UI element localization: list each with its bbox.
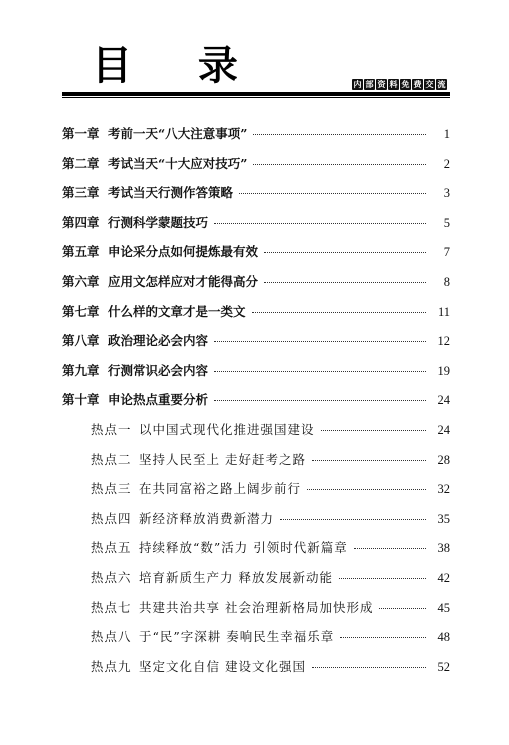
dot-leader	[252, 312, 426, 313]
hotspot-title: 以中国式现代化推进强国建设	[139, 421, 315, 437]
stamp-char: 料	[389, 79, 398, 89]
page-title: 目 录	[92, 42, 264, 89]
hotspot-number: 热点七	[91, 599, 132, 615]
chapter-number: 第二章	[62, 155, 100, 171]
toc-entry-chapter-7[interactable]	[62, 302, 450, 332]
chapter-title: 什么样的文章才是一类文	[108, 303, 246, 319]
hotspot-number: 热点二	[91, 451, 132, 467]
toc-entry-hotspot-9[interactable]	[62, 657, 450, 687]
page-number: 5	[443, 215, 450, 230]
chapter-number: 第一章	[62, 126, 100, 141]
toc-entry-hotspot-2[interactable]	[62, 450, 450, 480]
page-number: 1	[443, 127, 450, 141]
hotspot-number: 热点一	[91, 421, 132, 437]
toc-entry-hotspot-1[interactable]	[62, 420, 450, 450]
hotspot-title: 新经济释放消费新潜力	[139, 510, 275, 526]
toc-entry-hotspot-3[interactable]	[62, 479, 450, 509]
toc-entry-chapter-5[interactable]	[62, 242, 450, 272]
hotspot-number: 热点八	[91, 629, 132, 645]
chapter-title: 申论热点重要分析	[108, 392, 209, 408]
stamp-char: 资	[377, 79, 386, 89]
chapter-title: 申论采分点如何提炼最有效	[108, 244, 259, 260]
page-number: 52	[437, 659, 450, 674]
dot-leader	[321, 430, 426, 431]
chapter-title: 行测科学蒙题技巧	[108, 214, 209, 230]
hotspot-title: 坚持人民至上 走好赶考之路	[139, 451, 306, 467]
page-number: 24	[437, 393, 450, 408]
dot-leader	[312, 460, 426, 461]
hotspot-number: 热点四	[91, 510, 132, 526]
page-number: 3	[443, 186, 450, 201]
dot-leader	[214, 223, 426, 224]
hotspot-title: 培育新质生产力 释放发展新动能	[139, 569, 333, 585]
dot-leader	[379, 608, 426, 609]
chapter-number: 第九章	[62, 362, 100, 378]
page-number: 45	[437, 600, 450, 615]
stamp-char: 流	[437, 79, 446, 89]
stamp-char: 费	[413, 79, 422, 89]
dot-leader	[307, 489, 426, 490]
dot-leader	[214, 400, 426, 401]
chapter-number: 第四章	[62, 214, 100, 230]
page-number: 28	[437, 452, 450, 467]
dot-leader	[354, 548, 426, 549]
hotspot-title: 坚定文化自信 建设文化强国	[139, 658, 306, 674]
page-number: 19	[437, 363, 450, 378]
table-of-contents	[62, 124, 450, 686]
hotspot-title: 在共同富裕之路上阔步前行	[139, 481, 302, 497]
hotspot-number: 热点三	[91, 481, 132, 497]
stamp-char: 交	[425, 79, 434, 89]
toc-entry-chapter-6[interactable]	[62, 272, 450, 302]
page-number: 48	[437, 630, 450, 645]
toc-entry-hotspot-4[interactable]	[62, 509, 450, 539]
toc-entry-hotspot-6[interactable]	[62, 568, 450, 598]
chapter-title: 考试当天行测作答策略	[108, 185, 234, 201]
header-rule-thin	[62, 97, 450, 98]
chapter-number: 第三章	[62, 185, 100, 201]
page-number: 35	[437, 511, 450, 526]
chapter-number: 第六章	[62, 273, 100, 289]
stamp-char: 部	[365, 79, 374, 89]
chapter-title: 政治理论必会内容	[108, 333, 209, 349]
toc-entry-chapter-1[interactable]	[62, 124, 450, 154]
dot-leader	[280, 519, 426, 520]
chapter-title: 行测常识必会内容	[108, 362, 209, 378]
page-number: 24	[437, 422, 450, 437]
toc-entry-hotspot-7[interactable]	[62, 598, 450, 628]
hotspot-number: 热点六	[91, 569, 132, 585]
hotspot-number: 热点五	[91, 540, 132, 556]
dot-leader	[340, 637, 426, 638]
hotspot-title: 共建共治共享 社会治理新格局加快形成	[139, 599, 374, 615]
toc-entry-chapter-8[interactable]	[62, 331, 450, 361]
dot-leader	[312, 667, 426, 668]
page-number: 8	[443, 274, 450, 289]
toc-entry-hotspot-5[interactable]	[62, 538, 450, 568]
dot-leader	[264, 282, 426, 283]
toc-entry-chapter-4[interactable]	[62, 213, 450, 243]
dot-leader	[339, 578, 426, 579]
hotspot-number: 热点九	[91, 658, 132, 674]
chapter-number: 第十章	[62, 392, 100, 408]
toc-entry-chapter-10[interactable]	[62, 390, 450, 420]
hotspot-title: 持续释放“数”活力 引领时代新篇章	[139, 540, 348, 556]
toc-entry-chapter-3[interactable]	[62, 183, 450, 213]
dot-leader	[264, 252, 426, 253]
chapter-title: 考前一天“八大注意事项”	[108, 126, 248, 141]
stamp-char: 免	[401, 79, 410, 89]
hotspot-title: 于“民”字深耕 奏响民生幸福乐章	[139, 629, 335, 645]
toc-entry-chapter-2[interactable]	[62, 154, 450, 184]
dot-leader	[214, 371, 426, 372]
chapter-number: 第七章	[62, 303, 100, 319]
page-number: 42	[437, 570, 450, 585]
page-number: 11	[437, 304, 450, 319]
chapter-number: 第五章	[62, 244, 100, 260]
page-number: 7	[443, 245, 450, 260]
brand-stamp	[352, 79, 447, 90]
chapter-number: 第八章	[62, 333, 100, 349]
toc-entry-hotspot-8[interactable]	[62, 627, 450, 657]
toc-entry-chapter-9[interactable]	[62, 361, 450, 391]
page-number: 38	[437, 541, 450, 556]
dot-leader	[239, 193, 426, 194]
page-number: 2	[443, 156, 450, 171]
chapter-title: 应用文怎样应对才能得高分	[108, 273, 259, 289]
page-number: 32	[437, 482, 450, 497]
page-number: 12	[437, 334, 450, 349]
stamp-char: 内	[353, 79, 362, 89]
dot-leader	[253, 134, 426, 135]
dot-leader	[253, 164, 426, 165]
header-rule	[62, 92, 450, 96]
dot-leader	[214, 341, 426, 342]
chapter-title: 考试当天“十大应对技巧”	[108, 155, 248, 171]
